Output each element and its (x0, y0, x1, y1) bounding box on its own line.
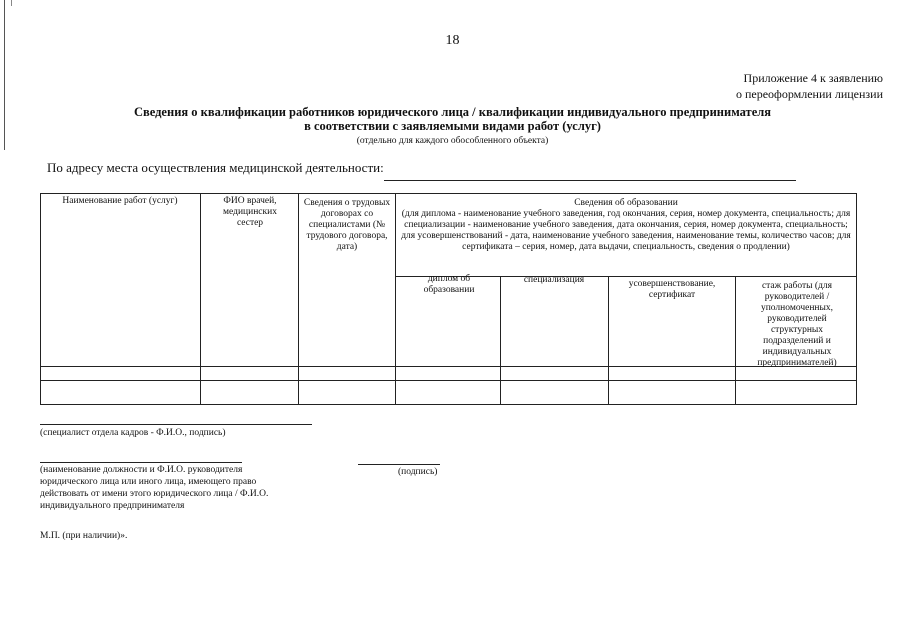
header-improvement: усовершенствование, сертификат (628, 279, 716, 300)
title-note: (отдельно для каждого обособленного объекта) (356, 136, 549, 146)
stamp-caption: М.П. (при наличии)». (40, 531, 128, 541)
signature-caption: (подпись) (398, 467, 438, 477)
appendix-line-2: о переоформлении лицензии (735, 87, 883, 101)
col-divider-6 (735, 276, 736, 405)
col-divider-1 (200, 193, 201, 405)
appendix-line-1: Приложение 4 к заявлению (743, 71, 883, 85)
hr-signature-caption: (специалист отдела кадров - Ф.И.О., подпись) (40, 428, 226, 438)
head-position-line (40, 462, 242, 463)
title-line-2: в соответствии с заявляемыми видами работ (услуг) (304, 119, 601, 133)
header-contracts: Сведения о трудовых договорах со специалистами (№ трудового договора, дата) (303, 198, 391, 252)
hr-signature-line (40, 424, 312, 425)
table-border-top (40, 193, 857, 194)
col-divider-2 (298, 193, 299, 405)
header-experience: стаж работы (для руководителей / уполномоченных, руководителей структурных подразделений и индивидуальных предпринимателей) (757, 281, 837, 368)
table-border-right (856, 193, 857, 405)
header-specialization: специализация (523, 275, 585, 285)
col-divider-5 (608, 276, 609, 405)
col-divider-3 (395, 193, 396, 405)
header-fio: ФИО врачей, медицинских сестер (223, 196, 277, 228)
header-works: Наименование работ (услуг) (62, 196, 178, 206)
header-education-description: (для диплома - наименование учебного заведения, год окончания, серия, номер документа, специальность; для специализации - наименование учебного заведения, дата окончания, серия, номер документа, специальность; для усовершенствований - дата, наименование учебного заведения, наименование темы, количество часов; для сертификата – серия, номер, дата выдачи, специальность, сведения о продлении) (401, 209, 851, 252)
table-border-left (40, 193, 41, 405)
head-position-caption: (наименование должности и Ф.И.О. руководителя юридического лица или иного лица, имеющего право действовать от имени этого юридического лица / Ф.И.О. индивидуального предпринимателя (40, 465, 269, 511)
header-education-title: Сведения об образовании (574, 198, 678, 208)
page-number: 18 (445, 33, 460, 48)
signature-line (358, 464, 440, 465)
address-label: По адресу места осуществления медицинской деятельности: (47, 160, 384, 175)
col-divider-4 (500, 276, 501, 405)
header-diploma: диплом об образовании (423, 274, 475, 295)
title-line-1: Сведения о квалификации работников юридического лица / квалификации индивидуального предпринимателя (133, 105, 772, 119)
